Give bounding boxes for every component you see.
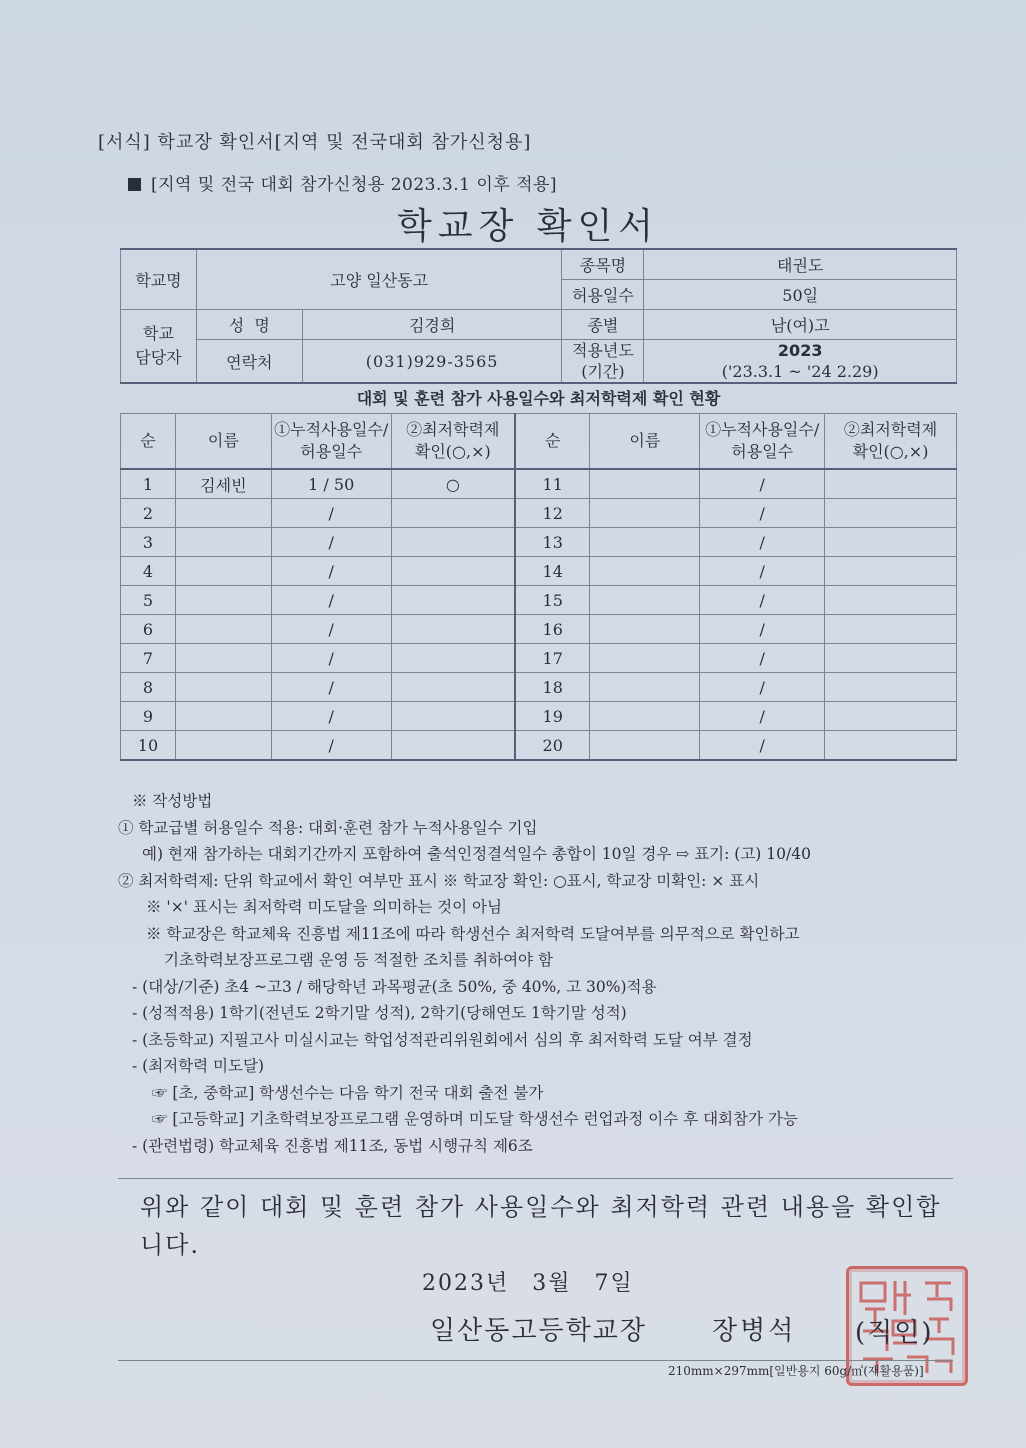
name-label: 성 명 [196,310,302,340]
min-achievement-right [825,731,957,761]
row-number-left: 4 [121,557,176,586]
days-used-left: / [271,673,391,702]
row-number-left: 7 [121,644,176,673]
event-value: 태권도 [644,249,957,280]
student-name-right [590,586,700,615]
contact-value: (031)929-3565 [302,340,562,383]
col-days-left-line2: 허용일수 [300,442,363,461]
col-name-right: 이름 [590,414,700,470]
manager-label-line2: 담당자 [135,348,182,367]
school-value: 고양 일산동고 [196,249,562,310]
min-achievement-right [825,644,957,673]
col-days-right [700,414,825,470]
info-table [120,248,957,383]
school-label: 학교명 [121,249,197,310]
manager-label [121,310,197,383]
table-row [121,469,957,499]
days-used-left: / [271,499,391,528]
apply-note [128,170,557,195]
min-achievement-left [391,499,515,528]
apply-note-text: [지역 및 전국 대회 참가신청용 2023.3.1 이후 적용] [151,175,558,195]
days-used-right: / [700,557,825,586]
method-line-9: - (초등학교) 지필고사 미실시교는 학업성적관리위원회에서 심의 후 최저학력 도달 여부 결정 [132,1030,753,1049]
student-name-left [175,615,271,644]
row-number-left: 6 [121,615,176,644]
student-name-right [590,644,700,673]
min-achievement-left [391,528,515,557]
student-name-left [175,528,271,557]
principal-name: 장병석 [712,1316,797,1346]
table-row [121,499,957,528]
table-row [121,557,957,586]
student-name-right [590,702,700,731]
row-number-right: 12 [515,499,590,528]
student-name-right [590,673,700,702]
min-achievement-left [391,557,515,586]
method-line-13: - (관련법령) 학교체육 진흥법 제11조, 동법 시행규칙 제6조 [132,1136,533,1155]
min-achievement-left [391,615,515,644]
row-number-right: 13 [515,528,590,557]
method-line-10: - (최저학력 미도달) [132,1057,264,1075]
event-label: 종목명 [562,249,644,280]
method-line-5: ※ 학교장은 학교체육 진흥법 제11조에 따라 학생선수 최저학력 도달여부를 의무적으로 확인하고 [146,924,800,943]
bottom-divider [118,1360,953,1361]
student-name-left [175,557,271,586]
principal-title: 일산동고등학교장 [430,1316,647,1346]
min-achievement-left: ○ [391,469,515,499]
row-number-right: 20 [515,731,590,761]
days-used-right: / [700,731,825,761]
days-used-left: / [271,702,391,731]
year-cell [644,340,957,383]
method-line-6: 기초학력보장프로그램 운영 등 적절한 조치를 취하여야 함 [164,951,553,969]
square-bullet-icon [128,178,141,191]
form-label: [서식] 학교장 확인서[지역 및 전국대회 참가신청용] [98,132,532,153]
year-label [562,340,644,383]
min-achievement-right [825,469,957,499]
days-used-right: / [700,586,825,615]
days-used-left: / [271,528,391,557]
row-number-left: 8 [121,673,176,702]
method-line-2: 예) 현재 참가하는 대회기간까지 포함하여 출석인정결석일수 총합이 10일 경우 ⇨ 표기: (고) 10/40 [142,845,811,863]
method-line-8: - (성적적용) 1학기(전년도 2학기말 성적), 2학기(당해연도 1학기말 성적) [132,1004,627,1022]
row-number-right: 15 [515,586,590,615]
method-title: ※ 작성방법 [132,792,213,810]
contact-label: 연락처 [196,340,302,383]
gender-label: 종별 [562,310,644,340]
min-achievement-right [825,499,957,528]
table-row [121,528,957,557]
row-number-right: 18 [515,673,590,702]
method-line-4: ※ '×' 표시는 최저학력 미도달을 의미하는 것이 아님 [146,898,502,916]
table-row [121,615,957,644]
col-no-left: 순 [121,414,176,470]
row-number-left: 10 [121,731,176,761]
roster-section-title: 대회 및 훈련 참가 사용일수와 최저학력제 확인 현황 [120,382,957,414]
row-number-right: 17 [515,644,590,673]
days-used-left: / [271,557,391,586]
days-used-right: / [700,702,825,731]
writing-method [118,788,978,1159]
student-name-left [175,731,271,761]
min-achievement-right [825,702,957,731]
min-achievement-right [825,673,957,702]
min-achievement-left [391,673,515,702]
min-achievement-right [825,586,957,615]
days-used-right: / [700,528,825,557]
col-min-left-line2: 확인(○,×) [414,442,491,461]
col-min-left [391,414,515,470]
days-used-right: / [700,673,825,702]
year-label-line1: 적용년도 [572,341,634,360]
paper-spec: 210mm×297mm[일반용지 60g/㎡(재활용품)] [668,1364,924,1378]
days-used-right: / [700,644,825,673]
seal-label: (직인) [855,1318,934,1348]
student-name-left [175,586,271,615]
method-line-3: ② 최저학력제: 단위 학교에서 확인 여부만 표시 ※ 학교장 확인: ○표시, 학교장 미확인: × 표시 [118,871,760,890]
method-line-1: ① 학교급별 허용일수 적용: 대회·훈련 참가 누적사용일수 기입 [118,818,538,837]
gender-value: 남(여)고 [644,310,957,340]
student-name-right [590,615,700,644]
table-row [121,586,957,615]
days-used-right: / [700,615,825,644]
row-number-left: 2 [121,499,176,528]
min-achievement-left [391,644,515,673]
table-row [121,731,957,761]
days-used-left: / [271,615,391,644]
col-days-right-line1: ①누적사용일수/ [705,420,820,439]
student-name-left [175,702,271,731]
year-value: 2023 [777,341,823,360]
min-achievement-left [391,731,515,761]
row-number-left: 1 [121,469,176,499]
days-used-left: / [271,586,391,615]
student-name-right [590,528,700,557]
row-number-right: 16 [515,615,590,644]
table-row [121,673,957,702]
student-name-right [590,557,700,586]
roster-body [121,469,957,760]
col-days-left-line1: ①누적사용일수/ [274,420,389,439]
col-days-left [271,414,391,470]
col-no-right: 순 [515,414,590,470]
divider [118,1178,953,1179]
days-used-left: 1 / 50 [271,469,391,499]
days-value: 50일 [644,280,957,310]
method-line-7: - (대상/기준) 초4 ~고3 / 해당학년 과목평균(초 50%, 중 40%, 고 30%)적용 [132,977,657,996]
student-name-right [590,731,700,761]
row-number-left: 5 [121,586,176,615]
min-achievement-right [825,528,957,557]
roster-table [120,413,957,761]
days-used-left: / [271,644,391,673]
days-used-right: / [700,499,825,528]
col-name-left: 이름 [175,414,271,470]
student-name-right [590,469,700,499]
days-used-left: / [271,731,391,761]
roster-header-row [121,414,957,470]
document-title: 학교장 확인서 [396,206,660,247]
table-row [121,644,957,673]
method-line-12: ☞ [고등학교] 기초학력보장프로그램 운영하며 미도달 학생선수 런업과정 이수 후 대회참가 가능 [152,1110,798,1128]
min-achievement-left [391,586,515,615]
col-min-right [825,414,957,470]
confirm-statement: 위와 같이 대회 및 훈련 참가 사용일수와 최저학력 관련 내용을 확인합니다. [140,1193,942,1259]
days-label: 허용일수 [562,280,644,310]
row-number-left: 9 [121,702,176,731]
student-name-left [175,644,271,673]
method-line-11: ☞ [초, 중학교] 학생선수는 다음 학기 전국 대회 출전 불가 [152,1083,544,1102]
min-achievement-right [825,615,957,644]
table-row [121,702,957,731]
col-days-right-line2: 허용일수 [731,442,794,461]
col-min-left-line1: ②최저학력제 [406,420,500,439]
student-name-left: 김세빈 [175,469,271,499]
col-min-right-line1: ②최저학력제 [843,420,938,439]
days-used-right: / [700,469,825,499]
year-label-line2: (기간) [581,362,625,381]
min-achievement-right [825,557,957,586]
name-value: 김경희 [302,310,562,340]
row-number-right: 19 [515,702,590,731]
min-achievement-left [391,702,515,731]
student-name-right [590,499,700,528]
manager-label-line1: 학교 [142,324,174,343]
student-name-left [175,673,271,702]
period-value: ('23.3.1 ~ '24 2.29) [721,362,879,381]
row-number-right: 11 [515,469,590,499]
row-number-left: 3 [121,528,176,557]
student-name-left [175,499,271,528]
col-min-right-line2: 확인(○,×) [852,442,929,461]
row-number-right: 14 [515,557,590,586]
issue-date: 2023년 3월 7일 [422,1271,634,1296]
